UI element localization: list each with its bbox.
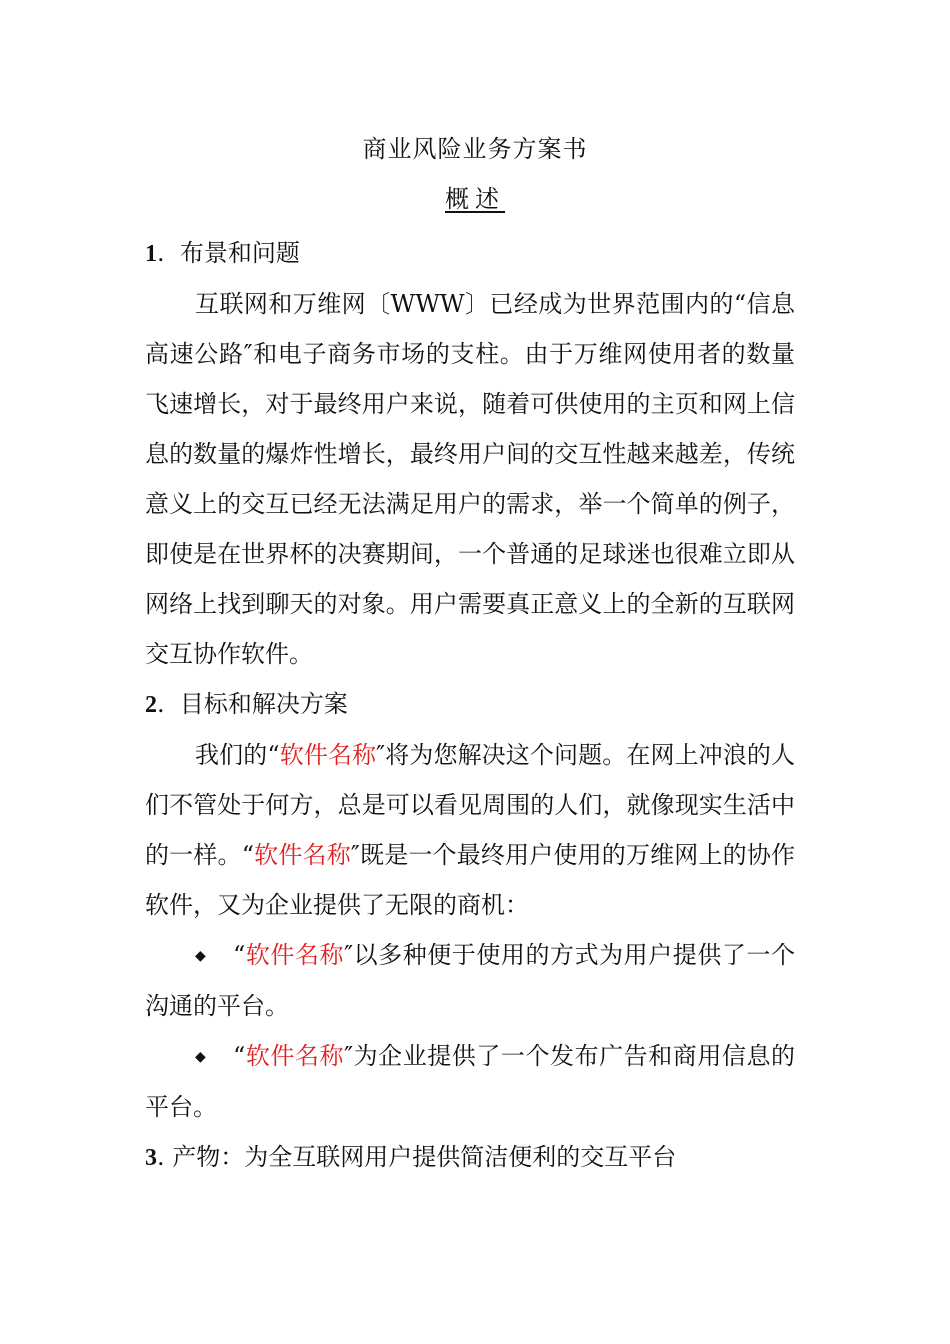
section-number: 1 [145,241,157,267]
section-title: 布景和问题 [179,239,300,267]
bullet-item [145,930,795,1031]
bullet-text: ″以多种便于使用的方式为用户提供了一个沟通的平台。 [145,941,796,1020]
bullet-text: ″为企业提供了一个发布广告和商用信息的平台。 [145,1042,796,1121]
product-name-highlight: 软件名称 [253,841,351,869]
section-separator: . [157,1143,165,1171]
bullet-prefix: “ [233,1042,246,1070]
paragraph-text: ″将为您解决这个问题。在网上冲浪的人们不管处于何方，总是可以看见周围的人们，就像现实生活中的一样。“ [145,741,796,869]
bullet-prefix: “ [233,941,246,969]
product-name-highlight: 软件名称 [245,1042,345,1070]
section-3-heading [145,1132,795,1183]
section-1-paragraph: 互联网和万维网〔WWW〕已经成为世界范围内的“信息高速公路″和电子商务市场的支柱。由于万维网使用者的数量飞速增长，对于最终用户来说，随着可供使用的主页和网上信息的数量的爆炸性增长，最终用户间的交互性越来越差，传统意义上的交互已经无法满足用户的需求，举一个简单的例子，即使是在世界杯的决赛期间，一个普通的足球迷也很难立即从网络上找到聊天的对象。用户需要真正意义上的全新的互联网交互协作软件。 [145,290,795,668]
bullet-item [145,1031,795,1132]
section-separator: . [157,239,165,267]
section-title: 目标和解决方案 [179,690,348,718]
section-number: 2 [145,692,157,718]
product-name-highlight: 软件名称 [245,941,345,969]
section-2-paragraph [145,730,795,930]
section-1-heading [145,228,795,279]
section-separator: . [157,690,165,718]
diamond-bullet-icon: ◆ [195,1049,206,1065]
product-name-highlight: 软件名称 [279,741,377,769]
paragraph-text: 我们的“ [195,741,280,769]
paragraph-text: ″既是一个最终用户使用的万维网上的协作软件，又为企业提供了无限的商机： [145,841,796,919]
section-title: 产物：为全互联网用户提供简洁便利的交互平台 [172,1143,677,1171]
document-subtitle [0,181,950,217]
document-body [145,228,795,1183]
subtitle-text: 概述 [445,185,505,213]
diamond-bullet-icon: ◆ [195,948,206,964]
section-number: 3 [145,1145,157,1171]
section-2-heading [145,679,795,730]
document-title: 商业风险业务方案书 [362,135,588,163]
